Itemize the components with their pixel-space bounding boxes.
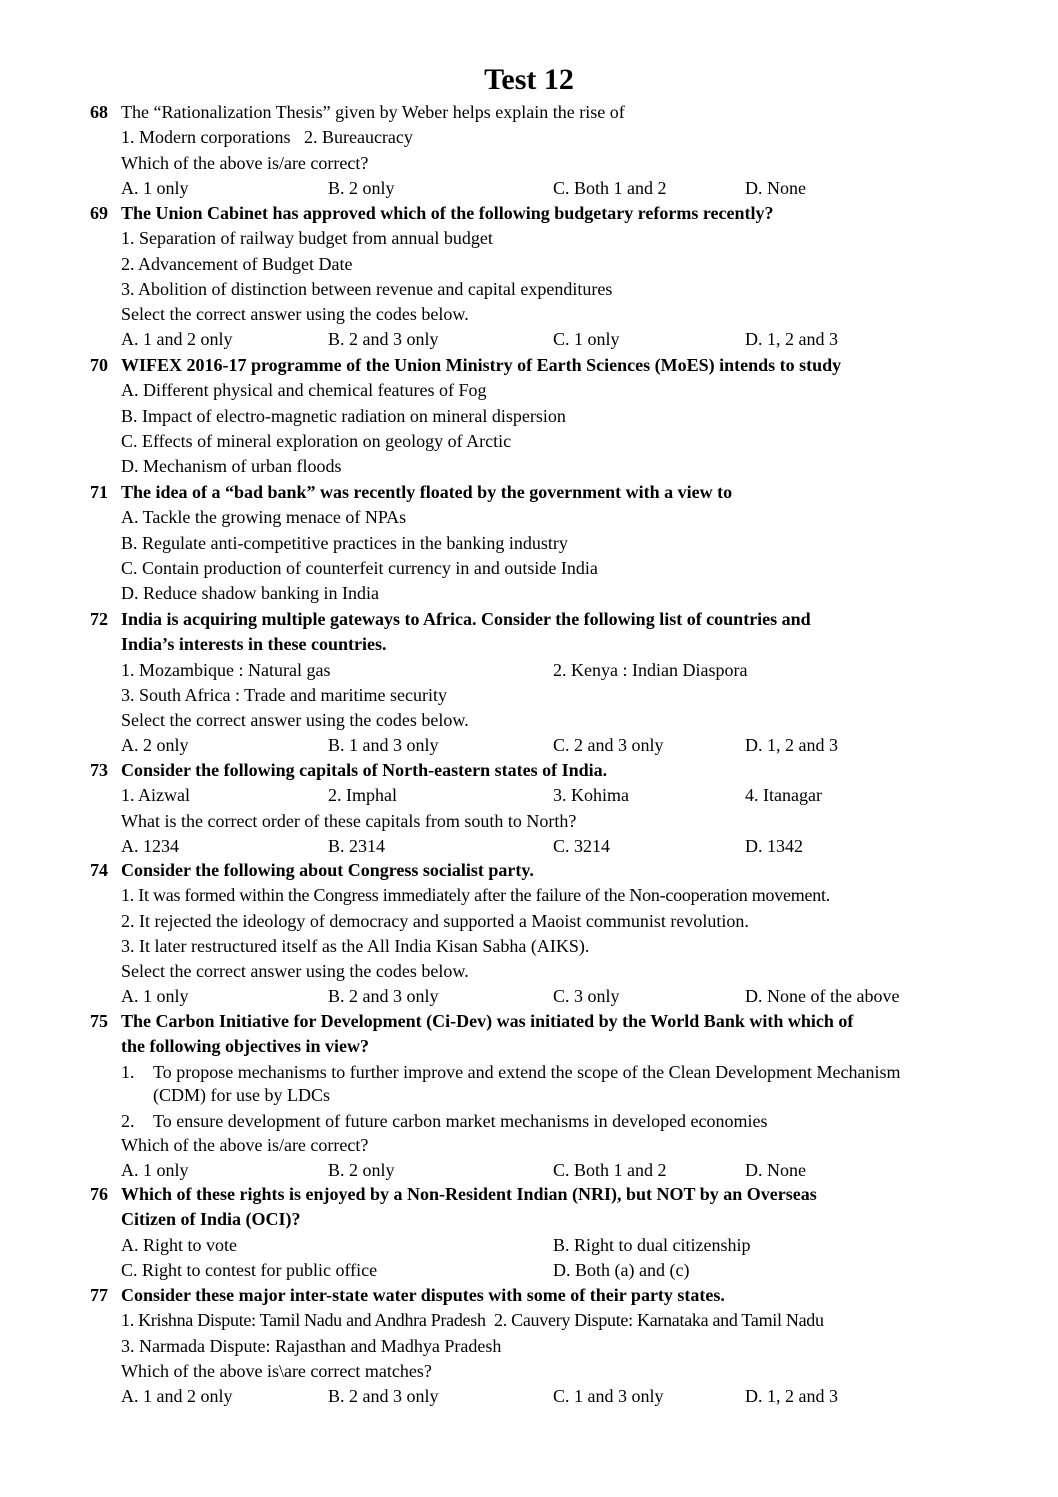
option-d[interactable]: D. 1342 [745,835,803,856]
option-a[interactable]: A. Tackle the growing menace of NPAs [121,507,407,528]
option-a[interactable]: A. 1 only [121,1159,189,1180]
option-d[interactable]: D. None [745,1159,806,1180]
question-number: 68 [90,102,108,122]
question-number: 75 [90,1011,108,1031]
answer-options [90,1158,970,1183]
option-d[interactable]: D. None [745,177,806,198]
statement-item [90,1061,970,1107]
option-a[interactable]: A. 1234 [121,835,179,856]
statement-line: Select the correct answer using the codes below. [121,961,469,982]
question-text: Consider the following about Congress socialist party. [121,860,534,880]
option-d[interactable]: D. Reduce shadow banking in India [121,583,379,604]
option-c[interactable]: C. 3 only [553,986,620,1007]
option-b[interactable]: B. 2 and 3 only [328,329,439,350]
statement-text: To ensure development of future carbon market mechanisms in developed economies [153,1110,768,1131]
statement-line: 3. Abolition of distinction between revenue and capital expenditures [121,278,613,299]
statement-line: 1. It was formed within the Congress immediately after the failure of the Non-cooperation movement. [121,885,831,906]
statement-line: Which of the above is\are correct matches? [121,1360,432,1381]
option-b[interactable]: B. 2 and 3 only [328,986,439,1007]
option-c[interactable]: C. Right to contest for public office [121,1259,378,1280]
option-c[interactable]: C. Both 1 and 2 [553,1159,667,1180]
statement-text: To propose mechanisms to further improve and extend the scope of the Clean Development Mechanism (CDM) for use by LDCs [153,1061,901,1105]
statement-line: Which of the above is/are correct? [121,152,369,173]
option-a[interactable]: A. 1 and 2 only [121,329,233,350]
question-76 [90,1182,970,1283]
option-b[interactable]: B. 2 only [328,177,395,198]
statement-line: Which of the above is/are correct? [121,1134,369,1155]
option-a[interactable]: A. 1 only [121,986,189,1007]
statement-line: 3. It later restructured itself as the All India Kisan Sabha (AIKS). [121,935,590,956]
answer-options [90,327,970,352]
option-b[interactable]: B. Right to dual citizenship [553,1234,751,1255]
question-77 [90,1283,970,1409]
question-70 [90,353,970,479]
statement-line: What is the correct order of these capitals from south to North? [121,810,577,831]
option-c[interactable]: C. 3214 [553,835,611,856]
option-c[interactable]: C. 2 and 3 only [553,735,664,756]
question-72 [90,607,970,759]
option-d[interactable]: D. Mechanism of urban floods [121,456,342,477]
question-number: 77 [90,1285,108,1305]
statement-line: Select the correct answer using the codes below. [121,710,469,731]
list-item: 4. Itanagar [745,785,822,806]
statement-number: 1. [121,1061,135,1082]
option-d[interactable]: D. None of the above [745,986,900,1007]
answer-options [90,984,970,1009]
question-number: 70 [90,355,108,375]
option-d[interactable]: D. 1, 2 and 3 [745,735,838,756]
statement-line: 2. Advancement of Budget Date [121,253,353,274]
option-d[interactable]: D. 1, 2 and 3 [745,329,838,350]
statement-line: 1. Modern corporations 2. Bureaucracy [121,127,413,148]
question-74 [90,858,970,1010]
answer-options [90,1258,970,1283]
option-c[interactable]: C. Both 1 and 2 [553,177,667,198]
question-73 [90,758,970,859]
option-c[interactable]: C. 1 only [553,329,620,350]
list-item: 1. Aizwal [121,785,190,806]
answer-options [90,1233,970,1258]
list-item: 3. Kohima [553,785,629,806]
option-b[interactable]: B. Regulate anti-competitive practices in the banking industry [121,532,568,553]
question-text-continued: Citizen of India (OCI)? [121,1209,301,1230]
question-text: The Union Cabinet has approved which of the following budgetary reforms recently? [121,203,774,223]
question-text: WIFEX 2016-17 programme of the Union Ministry of Earth Sciences (MoES) intends to study [121,355,842,375]
option-b[interactable]: B. 2 only [328,1159,395,1180]
answer-options [90,176,970,201]
answer-options [90,733,970,758]
question-number: 76 [90,1184,108,1204]
page-title: Test 12 [484,63,574,96]
question-number: 71 [90,482,108,502]
question-68 [90,100,970,201]
answer-options [90,834,970,859]
statement-line: Select the correct answer using the codes below. [121,304,469,325]
option-b[interactable]: B. 2 and 3 only [328,1386,439,1407]
question-71 [90,480,970,606]
statement-line: 3. South Africa : Trade and maritime security [121,684,447,705]
question-75 [90,1009,970,1183]
option-c[interactable]: C. Contain production of counterfeit currency in and outside India [121,557,598,578]
option-a[interactable]: A. 1 only [121,177,189,198]
statement-pair [90,658,970,683]
capital-list [90,783,970,808]
question-text: Which of these rights is enjoyed by a Non-Resident Indian (NRI), but NOT by an Overseas [121,1184,817,1204]
option-a[interactable]: A. 2 only [121,735,189,756]
statement-line: 1. Mozambique : Natural gas [121,659,331,680]
option-b[interactable]: B. 1 and 3 only [328,735,439,756]
option-b[interactable]: B. Impact of electro-magnetic radiation on mineral dispersion [121,405,566,426]
option-a[interactable]: A. 1 and 2 only [121,1386,233,1407]
statement-number: 2. [121,1110,135,1131]
statement-line: 2. Kenya : Indian Diaspora [553,659,748,680]
question-number: 73 [90,760,108,780]
option-d[interactable]: D. 1, 2 and 3 [745,1386,838,1407]
question-text: India is acquiring multiple gateways to Africa. Consider the following list of countries and [121,609,811,629]
option-c[interactable]: C. 1 and 3 only [553,1386,664,1407]
question-number: 72 [90,609,108,629]
list-item: 2. Imphal [328,785,397,806]
question-text: The idea of a “bad bank” was recently floated by the government with a view to [121,482,733,502]
question-text-continued: India’s interests in these countries. [121,634,387,655]
option-a[interactable]: A. Different physical and chemical features of Fog [121,380,487,401]
statement-line: 2. It rejected the ideology of democracy and supported a Maoist communist revolution. [121,910,749,931]
question-text: Consider the following capitals of North-eastern states of India. [121,760,608,780]
question-number: 74 [90,860,108,880]
statement-line: 3. Narmada Dispute: Rajasthan and Madhya Pradesh [121,1335,502,1356]
option-c[interactable]: C. Effects of mineral exploration on geology of Arctic [121,430,512,451]
statement-line: 1. Krishna Dispute: Tamil Nadu and Andhra Pradesh 2. Cauvery Dispute: Karnataka and Tamil Nadu [121,1310,824,1331]
option-d[interactable]: D. Both (a) and (c) [553,1259,690,1280]
question-69 [90,201,970,353]
option-a[interactable]: A. Right to vote [121,1234,237,1255]
question-text-continued: the following objectives in view? [121,1036,369,1057]
question-text: The Carbon Initiative for Development (Ci-Dev) was initiated by the World Bank with which of [121,1011,854,1031]
statement-line: 1. Separation of railway budget from annual budget [121,228,493,249]
question-text: Consider these major inter-state water disputes with some of their party states. [121,1285,725,1305]
option-b[interactable]: B. 2314 [328,835,386,856]
question-text: The “Rationalization Thesis” given by Weber helps explain the rise of [121,102,625,122]
statement-item [90,1110,970,1133]
question-number: 69 [90,203,108,223]
answer-options [90,1384,970,1409]
